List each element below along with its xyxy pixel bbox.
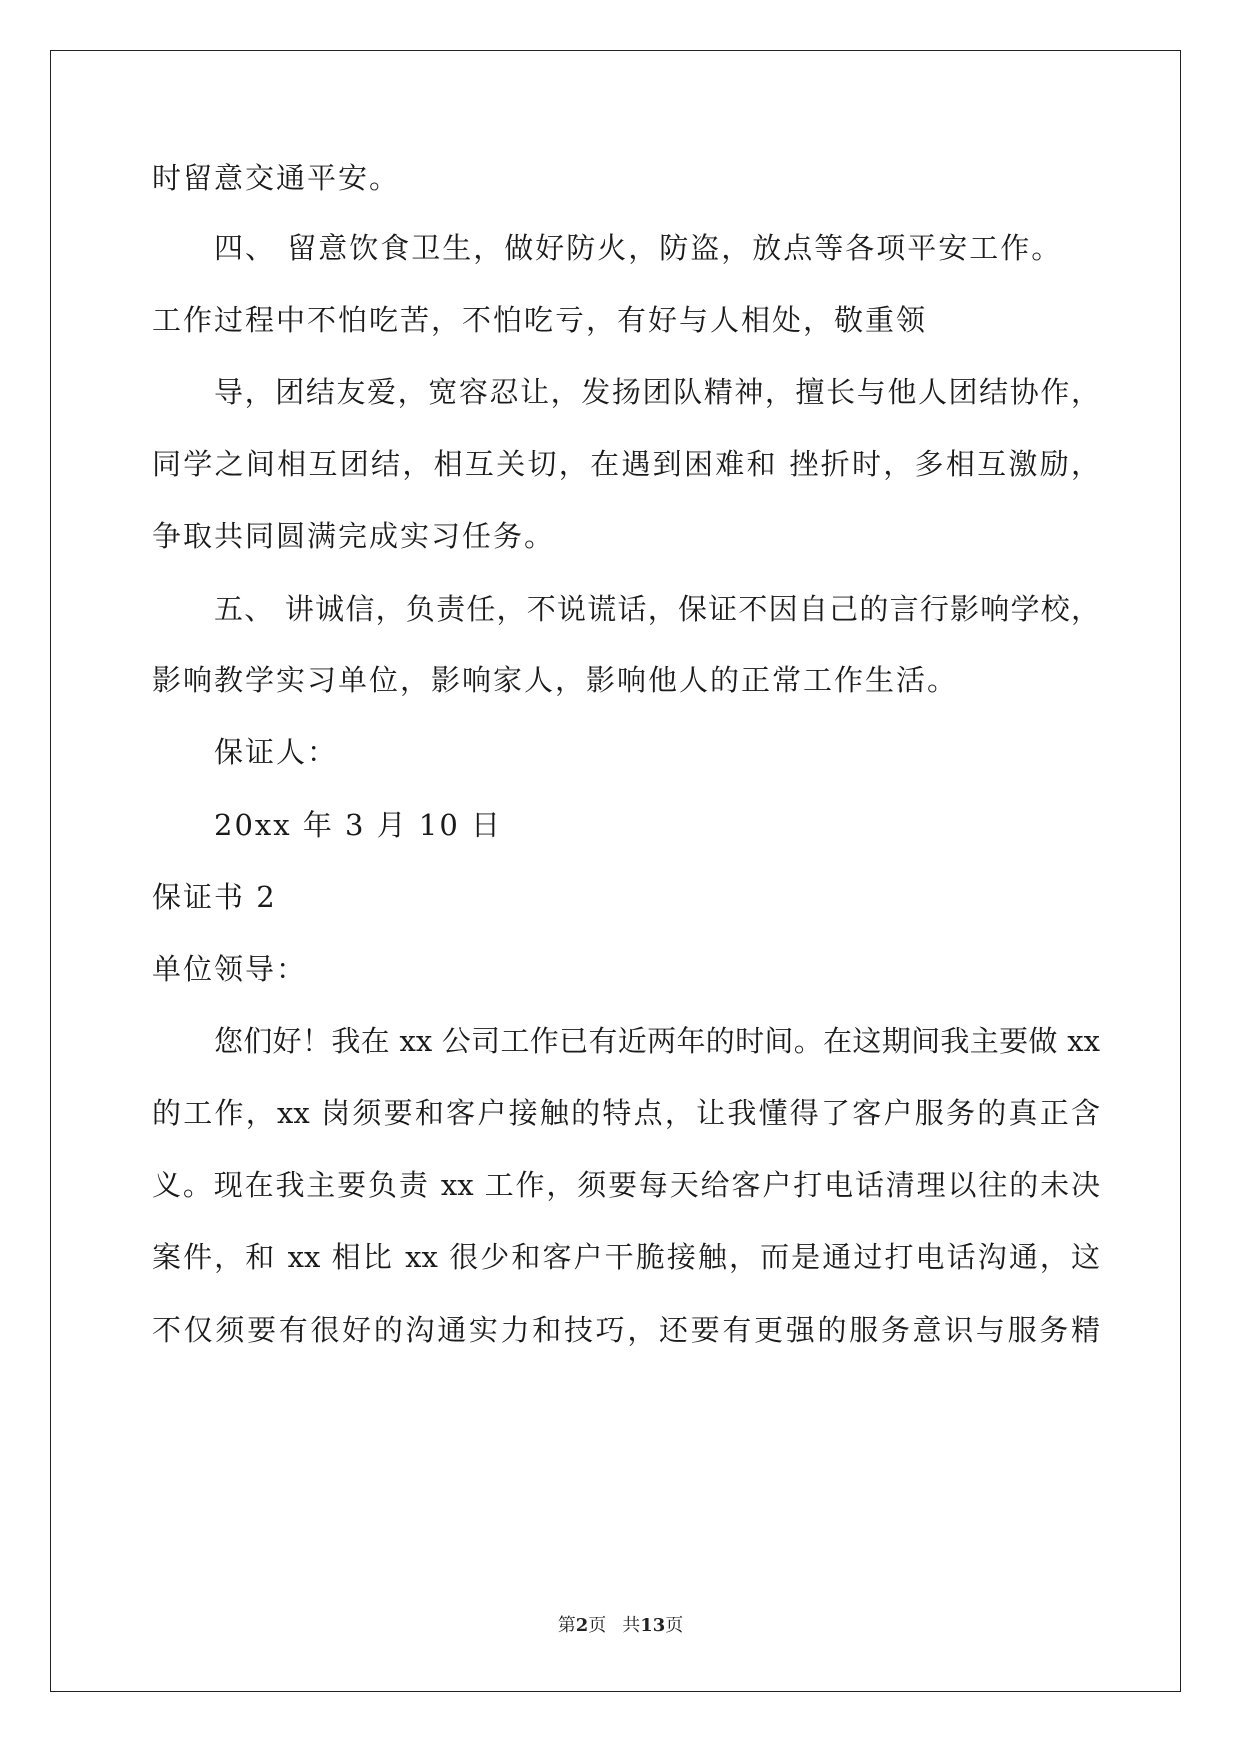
- section-heading: 保证书 2: [152, 880, 277, 914]
- page-suffix: 页: [588, 1615, 607, 1636]
- total-suffix: 页: [665, 1615, 684, 1636]
- text-line: 案件，和 xx 相比 xx 很少和客户干脆接触，而是通过打电话沟通，这: [152, 1240, 1100, 1274]
- text-line: 义。现在我主要负责 xx 工作，须要每天给客户打电话清理以往的未决: [152, 1168, 1100, 1202]
- salutation: 单位领导：: [152, 952, 308, 986]
- total-pages: 13: [640, 1615, 666, 1636]
- page-number: 2: [575, 1615, 589, 1636]
- text-line: 四、 留意饮食卫生，做好防火，防盗，放点等各项平安工作。: [214, 231, 1063, 265]
- text-line: 不仅须要有很好的沟通实力和技巧，还要有更强的服务意识与服务精: [152, 1313, 1100, 1347]
- text-line: 时留意交通平安。: [152, 161, 401, 195]
- text-line: 争取共同圆满完成实习任务。: [152, 519, 556, 553]
- text-line: 五、 讲诚信，负责任，不说谎话，保证不因自己的言行影响学校，: [214, 592, 1100, 626]
- page-footer: [0, 1614, 1241, 1638]
- page-prefix: 第: [557, 1615, 576, 1636]
- date-line: 20xx 年 3 月 10 日: [214, 808, 503, 842]
- text-line: 影响教学实习单位，影响家人，影响他人的正常工作生活。: [152, 663, 959, 697]
- signature-label: 保证人：: [214, 735, 339, 769]
- text-line: 导，团结友爱，宽容忍让，发扬团队精神，擅长与他人团结协作，: [214, 375, 1100, 409]
- text-line: 工作过程中不怕吃苦，不怕吃亏，有好与人相处，敬重领: [152, 303, 928, 337]
- total-prefix: 共: [622, 1615, 641, 1636]
- text-line: 的工作，xx 岗须要和客户接触的特点，让我懂得了客户服务的真正含: [152, 1096, 1100, 1130]
- page-border: [50, 50, 1181, 1692]
- text-line: 您们好！我在 xx 公司工作已有近两年的时间。在这期间我主要做 xx: [214, 1024, 1100, 1058]
- text-line: 同学之间相互团结，相互关切，在遇到困难和 挫折时，多相互激励，: [152, 447, 1100, 481]
